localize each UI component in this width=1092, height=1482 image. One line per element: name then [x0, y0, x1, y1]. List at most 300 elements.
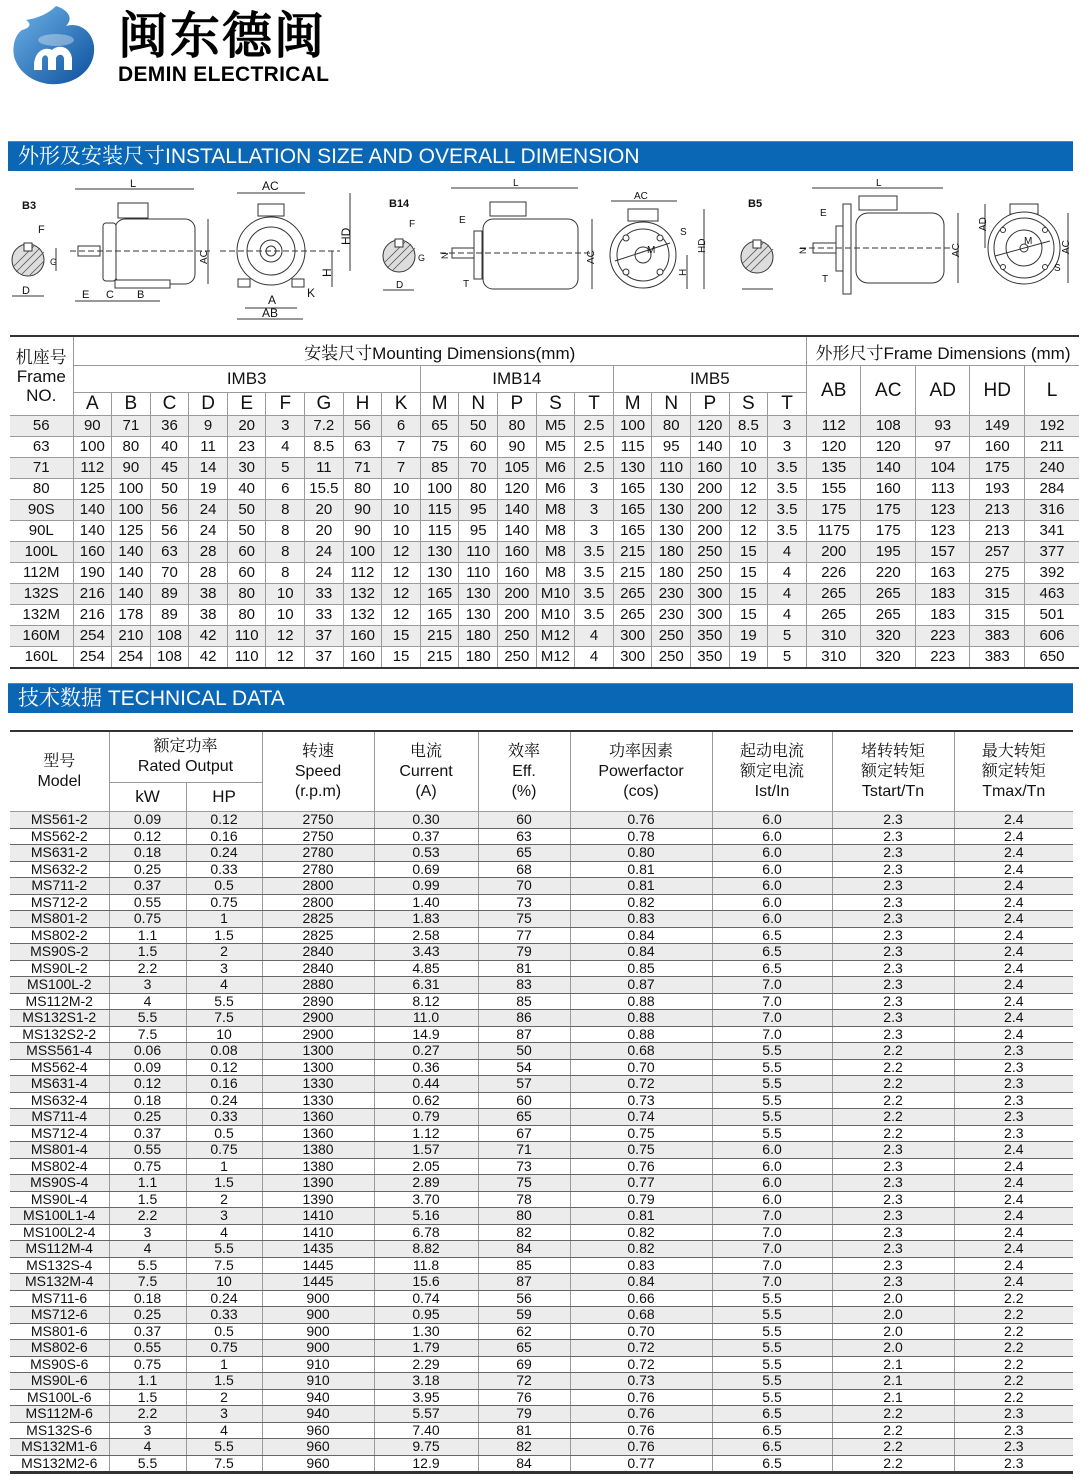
- value-cell: 5.5: [712, 1307, 832, 1324]
- value-cell: 1435: [262, 1241, 374, 1258]
- value-cell: 0.74: [374, 1290, 478, 1307]
- value-cell: 392: [1024, 563, 1079, 584]
- value-cell: 3.5: [575, 542, 614, 563]
- col-imb3-c: C: [150, 393, 189, 416]
- value-cell: 2.3: [832, 1026, 954, 1043]
- value-cell: 250: [498, 647, 537, 669]
- col-imb3-b: B: [112, 393, 151, 416]
- value-cell: 193: [970, 479, 1025, 500]
- value-cell: 155: [806, 479, 861, 500]
- model-cell: MS712-6: [10, 1307, 109, 1324]
- b14-dim-ac: AC: [586, 250, 597, 264]
- value-cell: 5.5: [186, 1241, 262, 1258]
- value-cell: 2.2: [832, 1043, 954, 1060]
- value-cell: 60: [478, 1092, 570, 1109]
- value-cell: 3: [109, 1224, 186, 1241]
- value-cell: 6: [266, 479, 305, 500]
- value-cell: 3: [575, 500, 614, 521]
- table-row: [10, 563, 1079, 584]
- b3-dim-c: C: [106, 289, 114, 301]
- value-cell: 110: [227, 626, 266, 647]
- value-cell: 284: [1024, 479, 1079, 500]
- value-cell: 6.0: [712, 878, 832, 895]
- value-cell: 2.2: [832, 1092, 954, 1109]
- value-cell: 2.4: [954, 828, 1073, 845]
- value-cell: 0.76: [570, 1158, 712, 1175]
- value-cell: 130: [420, 563, 459, 584]
- value-cell: 12: [382, 563, 421, 584]
- col-imb14-n: N: [459, 393, 498, 416]
- value-cell: 6.5: [712, 944, 832, 961]
- value-cell: 7.0: [712, 1274, 832, 1291]
- col-imb5-p: P: [691, 393, 730, 416]
- model-cell: MS632-2: [10, 861, 109, 878]
- value-cell: 82: [478, 1224, 570, 1241]
- value-cell: 2.3: [832, 1208, 954, 1225]
- table-row: [10, 437, 1079, 458]
- value-cell: 0.87: [570, 977, 712, 994]
- col-imb14-m: M: [420, 393, 459, 416]
- table-row: [10, 993, 1073, 1010]
- value-cell: 2.2: [954, 1290, 1073, 1307]
- model-cell: MS112M-2: [10, 993, 109, 1010]
- value-cell: 110: [652, 458, 691, 479]
- value-cell: 105: [498, 458, 537, 479]
- b3-dim-ac: AC: [199, 250, 210, 264]
- value-cell: 2900: [262, 1026, 374, 1043]
- value-cell: 175: [861, 521, 916, 542]
- table-row: [10, 911, 1073, 928]
- value-cell: 2.3: [832, 977, 954, 994]
- value-cell: 24: [189, 521, 228, 542]
- value-cell: 1380: [262, 1142, 374, 1159]
- value-cell: 2.2: [832, 1059, 954, 1076]
- value-cell: 175: [861, 500, 916, 521]
- value-cell: 87: [478, 1026, 570, 1043]
- value-cell: 8.5: [305, 437, 344, 458]
- value-cell: 2.2: [832, 1076, 954, 1093]
- value-cell: 2750: [262, 828, 374, 845]
- value-cell: 0.44: [374, 1076, 478, 1093]
- col-model: 型号 Model: [10, 731, 109, 812]
- value-cell: 350: [691, 626, 730, 647]
- value-cell: 60: [227, 563, 266, 584]
- value-cell: 10: [186, 1026, 262, 1043]
- table-row: [10, 1010, 1073, 1027]
- value-cell: 24: [305, 563, 344, 584]
- value-cell: 265: [861, 605, 916, 626]
- value-cell: 2.2: [954, 1323, 1073, 1340]
- value-cell: 2.2: [954, 1340, 1073, 1357]
- value-cell: 69: [478, 1356, 570, 1373]
- value-cell: 2.4: [954, 845, 1073, 862]
- value-cell: 190: [73, 563, 112, 584]
- model-cell: MS132M2-6: [10, 1455, 109, 1473]
- value-cell: 3.5: [768, 479, 807, 500]
- table-row: [10, 1373, 1073, 1390]
- value-cell: 0.53: [374, 845, 478, 862]
- table-row: [10, 1439, 1073, 1456]
- value-cell: 45: [150, 458, 189, 479]
- col-imb3-a: A: [73, 393, 112, 416]
- value-cell: 8: [266, 500, 305, 521]
- value-cell: 0.5: [186, 878, 262, 895]
- value-cell: 160: [343, 626, 382, 647]
- value-cell: 0.16: [186, 1076, 262, 1093]
- value-cell: 226: [806, 563, 861, 584]
- value-cell: M12: [536, 647, 575, 669]
- value-cell: 125: [112, 521, 151, 542]
- value-cell: 230: [652, 605, 691, 626]
- value-cell: 1445: [262, 1257, 374, 1274]
- table-row: [10, 521, 1079, 542]
- table-row: [10, 1175, 1073, 1192]
- value-cell: 0.72: [570, 1356, 712, 1373]
- value-cell: 140: [112, 563, 151, 584]
- value-cell: 2.2: [954, 1389, 1073, 1406]
- frame-cell: 132S: [10, 584, 73, 605]
- value-cell: 73: [478, 894, 570, 911]
- table-row: [10, 1076, 1073, 1093]
- value-cell: 85: [478, 993, 570, 1010]
- table-row: [10, 1208, 1073, 1225]
- value-cell: 0.83: [570, 1257, 712, 1274]
- value-cell: 0.30: [374, 812, 478, 829]
- col-kw: kW: [109, 783, 186, 812]
- value-cell: 900: [262, 1290, 374, 1307]
- value-cell: 7.5: [186, 1010, 262, 1027]
- value-cell: 0.73: [570, 1092, 712, 1109]
- value-cell: M10: [536, 584, 575, 605]
- value-cell: 1.40: [374, 894, 478, 911]
- b3-dim-d: D: [22, 285, 30, 297]
- value-cell: 120: [691, 416, 730, 437]
- value-cell: 1.1: [109, 1175, 186, 1192]
- value-cell: 6.5: [712, 960, 832, 977]
- value-cell: 310: [806, 647, 861, 669]
- model-cell: MS90L-2: [10, 960, 109, 977]
- value-cell: 140: [73, 500, 112, 521]
- model-cell: MSS561-4: [10, 1043, 109, 1060]
- value-cell: 254: [73, 647, 112, 669]
- model-cell: MS802-2: [10, 927, 109, 944]
- value-cell: 2.4: [954, 894, 1073, 911]
- value-cell: 115: [613, 437, 652, 458]
- model-cell: MS90S-4: [10, 1175, 109, 1192]
- value-cell: 115: [420, 521, 459, 542]
- value-cell: 1300: [262, 1059, 374, 1076]
- value-cell: 79: [478, 944, 570, 961]
- value-cell: 2825: [262, 927, 374, 944]
- value-cell: 4: [186, 1224, 262, 1241]
- value-cell: 12.9: [374, 1455, 478, 1473]
- value-cell: 33: [305, 605, 344, 626]
- model-cell: MS801-6: [10, 1323, 109, 1340]
- value-cell: 163: [915, 563, 970, 584]
- col-rated-output: 额定功率 Rated Output: [109, 731, 262, 783]
- value-cell: 2.1: [832, 1356, 954, 1373]
- value-cell: 65: [478, 845, 570, 862]
- value-cell: 2.4: [954, 878, 1073, 895]
- model-cell: MS100L-6: [10, 1389, 109, 1406]
- table-row: [10, 647, 1079, 669]
- value-cell: 70: [150, 563, 189, 584]
- value-cell: 20: [227, 416, 266, 437]
- value-cell: 42: [189, 647, 228, 669]
- value-cell: 15.6: [374, 1274, 478, 1291]
- value-cell: 178: [112, 605, 151, 626]
- value-cell: 20: [305, 500, 344, 521]
- value-cell: 2.3: [954, 1125, 1073, 1142]
- value-cell: 2.3: [832, 1241, 954, 1258]
- value-cell: 2.3: [832, 861, 954, 878]
- value-cell: 80: [652, 416, 691, 437]
- value-cell: 0.37: [109, 1125, 186, 1142]
- value-cell: 56: [150, 521, 189, 542]
- value-cell: 1.1: [109, 1373, 186, 1390]
- table-row: [10, 1455, 1073, 1473]
- table-row: [10, 1307, 1073, 1324]
- value-cell: 0.16: [186, 828, 262, 845]
- model-cell: MS132S-4: [10, 1257, 109, 1274]
- value-cell: 2.29: [374, 1356, 478, 1373]
- value-cell: 75: [478, 911, 570, 928]
- value-cell: 10: [382, 521, 421, 542]
- value-cell: 223: [915, 647, 970, 669]
- value-cell: 11: [189, 437, 228, 458]
- model-cell: MS100L2-4: [10, 1224, 109, 1241]
- value-cell: 5.57: [374, 1406, 478, 1423]
- value-cell: 2: [186, 944, 262, 961]
- value-cell: 7.0: [712, 1026, 832, 1043]
- value-cell: 5: [768, 626, 807, 647]
- value-cell: 6.5: [712, 1439, 832, 1456]
- value-cell: 223: [915, 626, 970, 647]
- value-cell: 183: [915, 605, 970, 626]
- value-cell: 2: [186, 1389, 262, 1406]
- value-cell: 85: [420, 458, 459, 479]
- value-cell: 5.5: [109, 1010, 186, 1027]
- value-cell: 2.58: [374, 927, 478, 944]
- value-cell: 2.3: [832, 1175, 954, 1192]
- value-cell: 2.3: [954, 1109, 1073, 1126]
- value-cell: 0.80: [570, 845, 712, 862]
- col-l: L: [1024, 366, 1079, 416]
- value-cell: 4: [768, 563, 807, 584]
- value-cell: 4: [186, 1422, 262, 1439]
- value-cell: 5.5: [712, 1076, 832, 1093]
- value-cell: 1300: [262, 1043, 374, 1060]
- value-cell: 175: [970, 458, 1025, 479]
- value-cell: 12: [266, 626, 305, 647]
- value-cell: 50: [459, 416, 498, 437]
- value-cell: 1.30: [374, 1323, 478, 1340]
- value-cell: 2.3: [832, 944, 954, 961]
- value-cell: 2750: [262, 812, 374, 829]
- b5-dim-m: M: [1024, 236, 1033, 247]
- value-cell: 250: [691, 542, 730, 563]
- value-cell: 6: [382, 416, 421, 437]
- value-cell: 33: [305, 584, 344, 605]
- value-cell: 216: [73, 605, 112, 626]
- value-cell: 3.5: [575, 605, 614, 626]
- mounting-dimensions-table: [10, 335, 1079, 669]
- b3-diagram: [12, 178, 353, 320]
- value-cell: 2880: [262, 977, 374, 994]
- value-cell: 0.18: [109, 1092, 186, 1109]
- value-cell: 6.5: [712, 1406, 832, 1423]
- value-cell: 112: [343, 563, 382, 584]
- value-cell: 265: [806, 584, 861, 605]
- value-cell: 3.18: [374, 1373, 478, 1390]
- value-cell: 108: [150, 647, 189, 669]
- value-cell: 140: [498, 500, 537, 521]
- value-cell: 0.70: [570, 1323, 712, 1340]
- value-cell: 6.0: [712, 812, 832, 829]
- table-row: [10, 1340, 1073, 1357]
- value-cell: 350: [691, 647, 730, 669]
- value-cell: 62: [478, 1323, 570, 1340]
- value-cell: 4: [768, 542, 807, 563]
- value-cell: 65: [478, 1109, 570, 1126]
- value-cell: 3: [186, 1208, 262, 1225]
- value-cell: 0.82: [570, 1224, 712, 1241]
- value-cell: 140: [112, 584, 151, 605]
- value-cell: 56: [478, 1290, 570, 1307]
- frame-cell: 160L: [10, 647, 73, 669]
- value-cell: 12: [382, 542, 421, 563]
- value-cell: 70: [459, 458, 498, 479]
- value-cell: 240: [1024, 458, 1079, 479]
- value-cell: 1.12: [374, 1125, 478, 1142]
- value-cell: 123: [915, 500, 970, 521]
- table-row: [10, 1422, 1073, 1439]
- b5-dim-ad: AD: [978, 217, 989, 231]
- value-cell: M8: [536, 500, 575, 521]
- b14-dim-d: D: [396, 280, 404, 291]
- table-row: [10, 1290, 1073, 1307]
- b14-dim-ac2: AC: [634, 191, 648, 202]
- value-cell: 2780: [262, 845, 374, 862]
- value-cell: 112: [806, 416, 861, 437]
- value-cell: 5.5: [109, 1455, 186, 1473]
- value-cell: 2.3: [832, 845, 954, 862]
- value-cell: 12: [729, 521, 768, 542]
- value-cell: 24: [189, 500, 228, 521]
- value-cell: 3.95: [374, 1389, 478, 1406]
- value-cell: 30: [227, 458, 266, 479]
- table-row: [10, 1257, 1073, 1274]
- value-cell: 1.5: [109, 1389, 186, 1406]
- value-cell: 5.5: [186, 993, 262, 1010]
- value-cell: 135: [806, 458, 861, 479]
- value-cell: 1330: [262, 1092, 374, 1109]
- value-cell: 0.12: [186, 812, 262, 829]
- model-cell: MS801-2: [10, 911, 109, 928]
- value-cell: 84: [478, 1241, 570, 1258]
- table-row: [10, 1356, 1073, 1373]
- value-cell: 60: [459, 437, 498, 458]
- col-eff: 效率 Eff. (%): [478, 731, 570, 812]
- value-cell: 2.2: [832, 1406, 954, 1423]
- value-cell: 7.0: [712, 1241, 832, 1258]
- value-cell: 5.5: [712, 1340, 832, 1357]
- value-cell: 140: [691, 437, 730, 458]
- value-cell: 36: [150, 416, 189, 437]
- value-cell: 2.3: [832, 812, 954, 829]
- value-cell: 3: [575, 479, 614, 500]
- value-cell: 90: [343, 521, 382, 542]
- value-cell: M8: [536, 521, 575, 542]
- model-cell: MS132S2-2: [10, 1026, 109, 1043]
- col-imb3-e: E: [227, 393, 266, 416]
- value-cell: 9.75: [374, 1439, 478, 1456]
- value-cell: 940: [262, 1406, 374, 1423]
- b5-dim-n: N: [798, 247, 808, 254]
- value-cell: 7.0: [712, 1208, 832, 1225]
- value-cell: 10: [382, 479, 421, 500]
- value-cell: 67: [478, 1125, 570, 1142]
- value-cell: 0.75: [570, 1125, 712, 1142]
- value-cell: 315: [970, 584, 1025, 605]
- table-row: [10, 416, 1079, 437]
- value-cell: 120: [861, 437, 916, 458]
- value-cell: 2.2: [832, 1109, 954, 1126]
- value-cell: 37: [305, 626, 344, 647]
- value-cell: 73: [478, 1158, 570, 1175]
- b5-diagram: [741, 178, 1072, 294]
- value-cell: 183: [915, 584, 970, 605]
- col-imb5-t: T: [768, 393, 807, 416]
- table-row: [10, 542, 1079, 563]
- value-cell: 110: [227, 647, 266, 669]
- value-cell: 80: [227, 584, 266, 605]
- value-cell: 250: [652, 626, 691, 647]
- value-cell: 5.5: [109, 1257, 186, 1274]
- b3-dim-b: B: [137, 289, 145, 301]
- value-cell: 910: [262, 1373, 374, 1390]
- model-cell: MS711-6: [10, 1290, 109, 1307]
- value-cell: M8: [536, 542, 575, 563]
- col-imb14-p: P: [498, 393, 537, 416]
- value-cell: 100: [420, 479, 459, 500]
- value-cell: 42: [189, 626, 228, 647]
- value-cell: 377: [1024, 542, 1079, 563]
- value-cell: 130: [652, 500, 691, 521]
- value-cell: 220: [861, 563, 916, 584]
- value-cell: 0.75: [186, 1340, 262, 1357]
- value-cell: 54: [478, 1059, 570, 1076]
- value-cell: 2.2: [954, 1373, 1073, 1390]
- value-cell: 250: [652, 647, 691, 669]
- table-row: [10, 1274, 1073, 1291]
- value-cell: 84: [478, 1455, 570, 1473]
- brand-logo: [8, 0, 368, 90]
- value-cell: 2.3: [832, 1191, 954, 1208]
- value-cell: 38: [189, 584, 228, 605]
- value-cell: 3: [186, 1406, 262, 1423]
- value-cell: 9: [189, 416, 228, 437]
- group-imb5: IMB5: [613, 366, 806, 393]
- value-cell: 89: [150, 605, 189, 626]
- b14-dim-n: N: [440, 252, 450, 259]
- value-cell: 50: [227, 500, 266, 521]
- value-cell: 216: [73, 584, 112, 605]
- value-cell: 250: [691, 563, 730, 584]
- value-cell: 210: [112, 626, 151, 647]
- b5-dim-ac: AC: [951, 243, 962, 257]
- b14-dim-f: F: [409, 219, 416, 230]
